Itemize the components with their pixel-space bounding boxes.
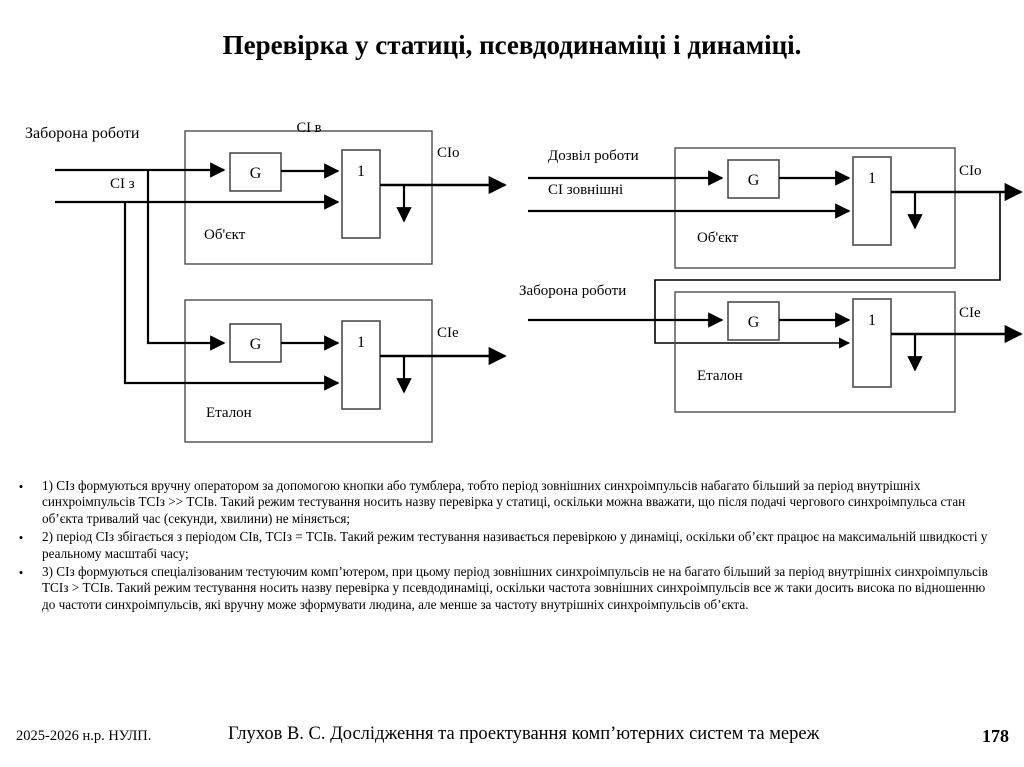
right-bottom-gate-label: G (747, 314, 760, 331)
list-item (0, 478, 1024, 527)
right-bottom-diagram (519, 283, 1021, 412)
object-block-outline-right (675, 148, 955, 268)
left-bottom-merge-label: 1 (357, 334, 365, 351)
list-item (0, 529, 1024, 562)
page-number: 178 (982, 726, 1009, 746)
bullet-text: 2) період CIз збігається з періодом CIв, ТСIз = ТСIв. Такий режим тестування називається перевіркою у динаміці, оскільки об’єкт працює на максимальній швидкості у реальному масштабі часу; (42, 529, 988, 561)
object-block-outline-left (185, 131, 432, 264)
right-top-merge-label: 1 (868, 170, 876, 187)
left-top-merge-label: 1 (357, 163, 365, 180)
left-top-input-top-label: Заборона роботи (25, 125, 140, 142)
left-top-output-label: CIo (437, 145, 460, 161)
left-top-gate-label: G (249, 165, 262, 182)
page-title: Перевірка у статиці, псевдодинаміці і динаміці. (222, 30, 802, 60)
footer-course-title: Глухов В. С. Дослідження та проектування комп’ютерних систем та мереж (228, 724, 820, 744)
left-bottom-gate-label: G (249, 336, 262, 353)
right-top-input-bottom-label: CI зовнішні (548, 182, 624, 198)
right-bottom-output-label: CIe (959, 305, 981, 321)
left-top-input-bottom-label: CI з (110, 176, 135, 192)
diagram-canvas (0, 100, 1024, 470)
left-top-ci-in-label: CI в (296, 120, 322, 136)
bullet-list (0, 478, 1024, 615)
bullet-marker-icon: • (18, 479, 24, 494)
left-bottom-input-top-wire (148, 170, 224, 343)
bullet-text: 1) CIз формуються вручну оператором за допомогою кнопки або тумблера, тобто період зовнішних синхроімпульсів набагато більший за період внутрішніх синхроімпульсів ТСIз >> ТСIв. Такий режим тестування носить назву перевірка у статиці, оскільки можна вважати, що після подачі чергового синхроімпульса стан об’єкта тривалий час (секунди, хвилини) не міняється; (42, 478, 966, 526)
bullet-text: 3) CIз формуються спеціалізованим тестуючим комп’ютером, при цьому період зовнішних синхроімпульсів не на багато більший за період внутрішніх синхроімпульсів ТСIз > ТСIв. Такий режим тестування носить назву перевірка у псевдодинаміці, оскільки частота зовнішних синхроімпульсів все ж таки досить висока по відношенню до частоти синхроімпульсів, які вручну може зформувати людина, але менше за частоту внутрішніх синхроімпульсів об’єкта. (42, 564, 988, 612)
right-top-input-top-label: Дозвіл роботи (548, 148, 639, 164)
left-top-outer-label: Об'єкт (204, 227, 246, 243)
reference-block-outline-right (675, 292, 955, 412)
right-top-outer-label: Об'єкт (697, 230, 739, 246)
right-bottom-merge-label: 1 (868, 312, 876, 329)
left-bottom-diagram (125, 170, 505, 442)
left-bottom-output-label: CIe (437, 325, 459, 341)
bullet-marker-icon: • (18, 565, 24, 581)
right-top-gate-label: G (747, 172, 760, 189)
slide-footer (0, 724, 1024, 764)
right-bottom-input-top-label: Заборона роботи (519, 283, 627, 299)
left-top-diagram (25, 120, 505, 264)
right-bottom-outer-label: Еталон (697, 368, 743, 384)
block-diagram-figure (0, 100, 1024, 470)
footer-academic-year: 2025-2026 н.р. НУЛП. (16, 728, 152, 744)
list-item (0, 564, 1024, 613)
right-top-output-label: CIo (959, 163, 982, 179)
bullet-marker-icon: • (18, 530, 24, 546)
left-bottom-outer-label: Еталон (206, 405, 252, 421)
